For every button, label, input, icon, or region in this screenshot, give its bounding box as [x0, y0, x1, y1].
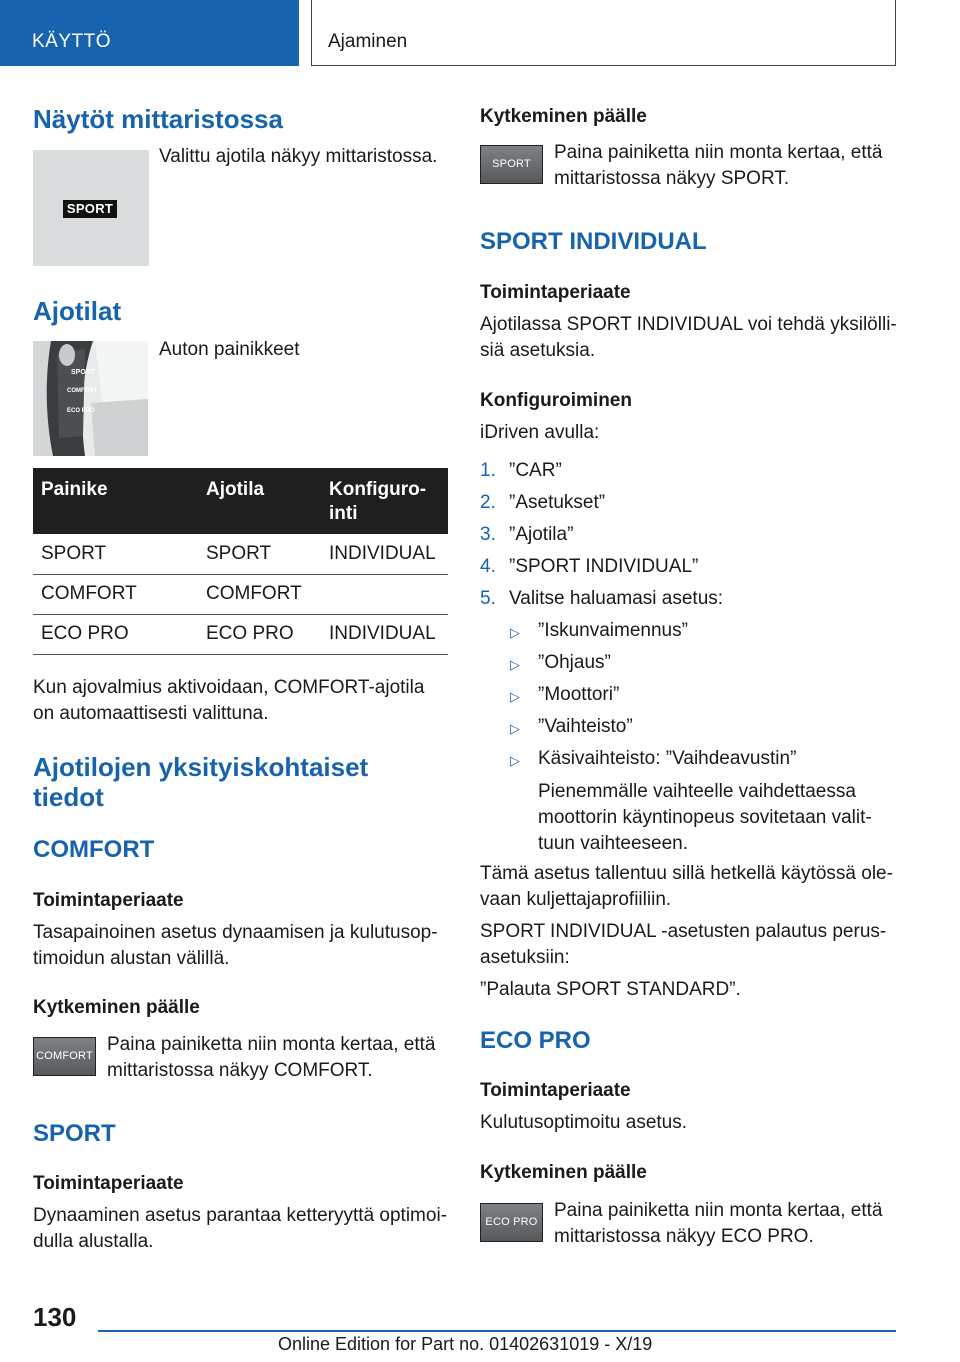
step-number: 3.	[480, 524, 496, 545]
triangle-bullet-icon: ▷	[510, 625, 520, 640]
table-cell: SPORT	[33, 534, 198, 574]
comfort-switch-text-2: mittaristossa näkyy COMFORT.	[107, 1060, 373, 1081]
table-header-line: inti	[329, 503, 358, 524]
step-number: 5.	[480, 588, 496, 609]
eco-text: Kulutusoptimoitu asetus.	[480, 1112, 688, 1133]
reset-text-3: ”Palauta SPORT STANDARD”.	[480, 979, 741, 1000]
instrument-cluster-image	[33, 150, 149, 266]
default-mode-text-2: on automaattisesti valittuna.	[33, 703, 269, 724]
table-cell	[321, 574, 448, 614]
individual-text-2: siä asetuksia.	[480, 340, 596, 361]
table-cell: INDIVIDUAL	[321, 534, 448, 574]
table-cell: COMFORT	[33, 574, 198, 614]
triangle-bullet-icon: ▷	[510, 721, 520, 736]
heading-modes: Ajotilat	[33, 296, 122, 326]
console-label-comfort: COMFORT	[67, 388, 98, 394]
reset-text-2: asetuksiin:	[480, 947, 570, 968]
section-tab: KÄYTTÖ	[0, 0, 299, 66]
displays-text: Valittu ajotila näkyy mittaristossa.	[159, 146, 438, 167]
table-row	[33, 574, 448, 614]
eco-pro-button-image: ECO PRO	[480, 1203, 543, 1242]
heading-principle: Toimintaperiaate	[33, 890, 184, 911]
heading-switch-on: Kytkeminen päälle	[480, 1162, 647, 1183]
sub-note-3: tuun vaihteeseen.	[538, 833, 689, 854]
reset-text-1: SPORT INDIVIDUAL -asetusten palautus perus-	[480, 921, 887, 942]
table-cell: ECO PRO	[198, 614, 321, 654]
display-mode-label: SPORT	[63, 200, 117, 218]
heading-principle: Toimintaperiaate	[480, 1080, 631, 1101]
sub-item: ”Iskunvaimennus”	[538, 620, 688, 641]
table-cell: SPORT	[198, 534, 321, 574]
saved-text-2: vaan kuljettajaprofiiliin.	[480, 889, 672, 910]
step-text: Valitse haluamasi asetus:	[509, 588, 724, 609]
console-label-eco-pro: ECO PRO	[67, 408, 95, 414]
table-header: Ajotila	[198, 468, 321, 534]
sport-button-image: SPORT	[480, 145, 543, 184]
edition-text: Online Edition for Part no. 01402631019 - X/19	[278, 1334, 653, 1354]
page-number: 130	[33, 1302, 77, 1332]
chapter-title: Ajaminen	[311, 0, 896, 66]
saved-text-1: Tämä asetus tallentuu sillä hetkellä käytössä ole-	[480, 863, 893, 884]
heading-switch-on: Kytkeminen päälle	[33, 997, 200, 1018]
default-mode-text-1: Kun ajovalmius aktivoidaan, COMFORT-ajotila	[33, 677, 425, 698]
sub-item: ”Vaihteisto”	[538, 716, 633, 737]
heading-details-2: tiedot	[33, 782, 104, 812]
heading-principle: Toimintaperiaate	[33, 1173, 184, 1194]
table-row	[33, 614, 448, 654]
heading-comfort: COMFORT	[33, 836, 155, 863]
sub-item: ”Moottori”	[538, 684, 620, 705]
triangle-bullet-icon: ▷	[510, 689, 520, 704]
triangle-bullet-icon: ▷	[510, 753, 520, 768]
console-buttons-image	[33, 341, 148, 456]
modes-table	[33, 468, 448, 655]
table-header	[321, 468, 448, 534]
step-text: ”CAR”	[509, 460, 562, 481]
step-number: 2.	[480, 492, 496, 513]
heading-principle: Toimintaperiaate	[480, 282, 631, 303]
comfort-button-image: COMFORT	[33, 1037, 96, 1076]
config-intro: iDriven avulla:	[480, 422, 600, 443]
table-header-row	[33, 468, 448, 534]
comfort-switch-text-1: Paina painiketta niin monta kertaa, että	[107, 1034, 436, 1055]
sport-switch-text-1: Paina painiketta niin monta kertaa, että	[554, 142, 883, 163]
table-cell: COMFORT	[198, 574, 321, 614]
step-text: ”SPORT INDIVIDUAL”	[509, 556, 699, 577]
comfort-text-1: Tasapainoinen asetus dynaamisen ja kulutusop-	[33, 922, 438, 943]
eco-switch-text-1: Paina painiketta niin monta kertaa, että	[554, 1200, 883, 1221]
sport-text-1: Dynaaminen asetus parantaa ketteryyttä optimoi-	[33, 1205, 447, 1226]
table-row	[33, 534, 448, 574]
step-text: ”Ajotila”	[509, 524, 574, 545]
sport-text-2: dulla alustalla.	[33, 1231, 154, 1252]
sport-switch-text-2: mittaristossa näkyy SPORT.	[554, 168, 790, 189]
individual-text-1: Ajotilassa SPORT INDIVIDUAL voi tehdä yksilölli-	[480, 314, 897, 335]
heading-sport-individual: SPORT INDIVIDUAL	[480, 228, 707, 255]
step-text: ”Asetukset”	[509, 492, 606, 513]
footer-divider	[98, 1330, 896, 1332]
sub-note-2: moottorin käyntinopeus sovitetaan valit-	[538, 807, 872, 828]
console-illustration	[33, 341, 148, 456]
eco-switch-text-2: mittaristossa näkyy ECO PRO.	[554, 1226, 814, 1247]
heading-sport: SPORT	[33, 1120, 116, 1147]
table-cell: INDIVIDUAL	[321, 614, 448, 654]
step-number: 1.	[480, 460, 496, 481]
table-header: Painike	[33, 468, 198, 534]
heading-displays: Näytöt mittaristossa	[33, 104, 283, 134]
triangle-bullet-icon: ▷	[510, 657, 520, 672]
heading-eco-pro: ECO PRO	[480, 1027, 591, 1054]
console-label-sport: SPORT	[71, 369, 96, 376]
table-header-line: Konfiguro-	[329, 479, 427, 500]
heading-configuration: Konfiguroiminen	[480, 390, 632, 411]
step-number: 4.	[480, 556, 496, 577]
sub-item: ”Ohjaus”	[538, 652, 611, 673]
table-cell: ECO PRO	[33, 614, 198, 654]
modes-text: Auton painikkeet	[159, 339, 300, 360]
heading-switch-on: Kytkeminen päälle	[480, 106, 647, 127]
comfort-text-2: timoidun alustan välillä.	[33, 948, 230, 969]
sub-note-1: Pienemmälle vaihteelle vaihdettaessa	[538, 781, 856, 802]
sub-item: Käsivaihteisto: ”Vaihdeavustin”	[538, 748, 797, 769]
heading-details-1: Ajotilojen yksityiskohtaiset	[33, 752, 369, 782]
